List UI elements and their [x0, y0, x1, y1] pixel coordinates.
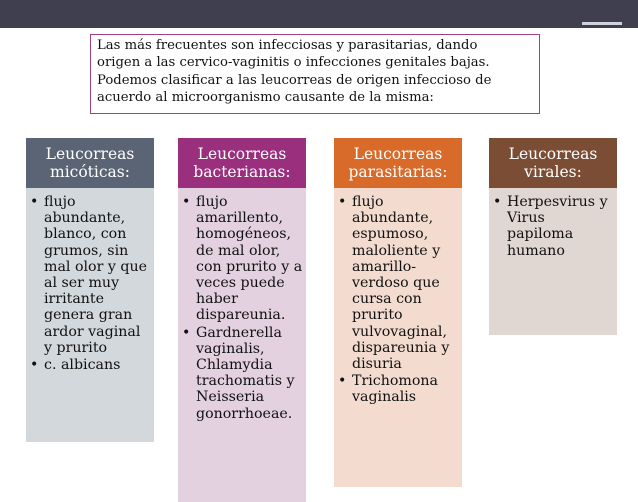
list-item	[182, 194, 306, 324]
top-bar	[0, 0, 638, 28]
list-item	[182, 325, 306, 422]
column-title: Leucorreas micóticas:	[26, 138, 154, 188]
list-item	[338, 194, 462, 372]
intro-text-box: Las más frecuentes son infecciosas y parasitarias, dando origen a las cervico-vaginitis o infecciones genitales bajas. Podemos clasificar a las leucorreas de origen infeccioso de acuerdo al microorganismo causante de la misma:	[90, 34, 540, 114]
top-bar-accent-line	[582, 22, 622, 25]
column-micoticas	[26, 138, 154, 442]
list-item	[30, 194, 154, 356]
column-title: Leucorreas virales:	[489, 138, 617, 188]
bullet-icon: •	[30, 357, 39, 374]
column-body	[26, 188, 154, 442]
list-item-text: flujo abundante, blanco, con grumos, sin mal olor y que al ser muy irritante genera gran ardor vaginal y prurito	[44, 194, 148, 356]
bullet-icon: •	[338, 373, 347, 390]
column-body	[334, 188, 462, 487]
bullet-icon: •	[182, 194, 191, 210]
list-item	[493, 194, 617, 259]
bullet-icon: •	[493, 194, 502, 210]
list-item-text: Gardnerella vaginalis, Chlamydia trachomatis y Neisseria gonorrhoeae.	[196, 324, 295, 422]
column-body	[489, 188, 617, 335]
list-item-text: c. albicans	[44, 357, 121, 374]
list-item-text: flujo abundante, espumoso, maloliente y amarillo- verdoso que cursa con prurito vulvovaginal, dispareunia y disuria	[352, 194, 450, 373]
column-bacterianas	[178, 138, 306, 502]
column-parasitarias	[334, 138, 462, 487]
list-item-text: Trichomona vaginalis	[352, 373, 438, 406]
bullet-icon: •	[30, 194, 39, 210]
bullet-icon: •	[182, 324, 191, 341]
list-item-text: flujo amarillento, homogéneos, de mal olor, con prurito y a veces puede haber dispareunia.	[196, 194, 303, 324]
column-body	[178, 188, 306, 502]
column-title: Leucorreas bacterianas:	[178, 138, 306, 188]
bullet-icon: •	[338, 194, 347, 210]
list-item-text: Herpesvirus y Virus papiloma humano	[507, 194, 608, 259]
column-virales	[489, 138, 617, 335]
list-item	[338, 373, 462, 405]
column-title: Leucorreas parasitarias:	[334, 138, 462, 188]
list-item	[30, 357, 154, 373]
